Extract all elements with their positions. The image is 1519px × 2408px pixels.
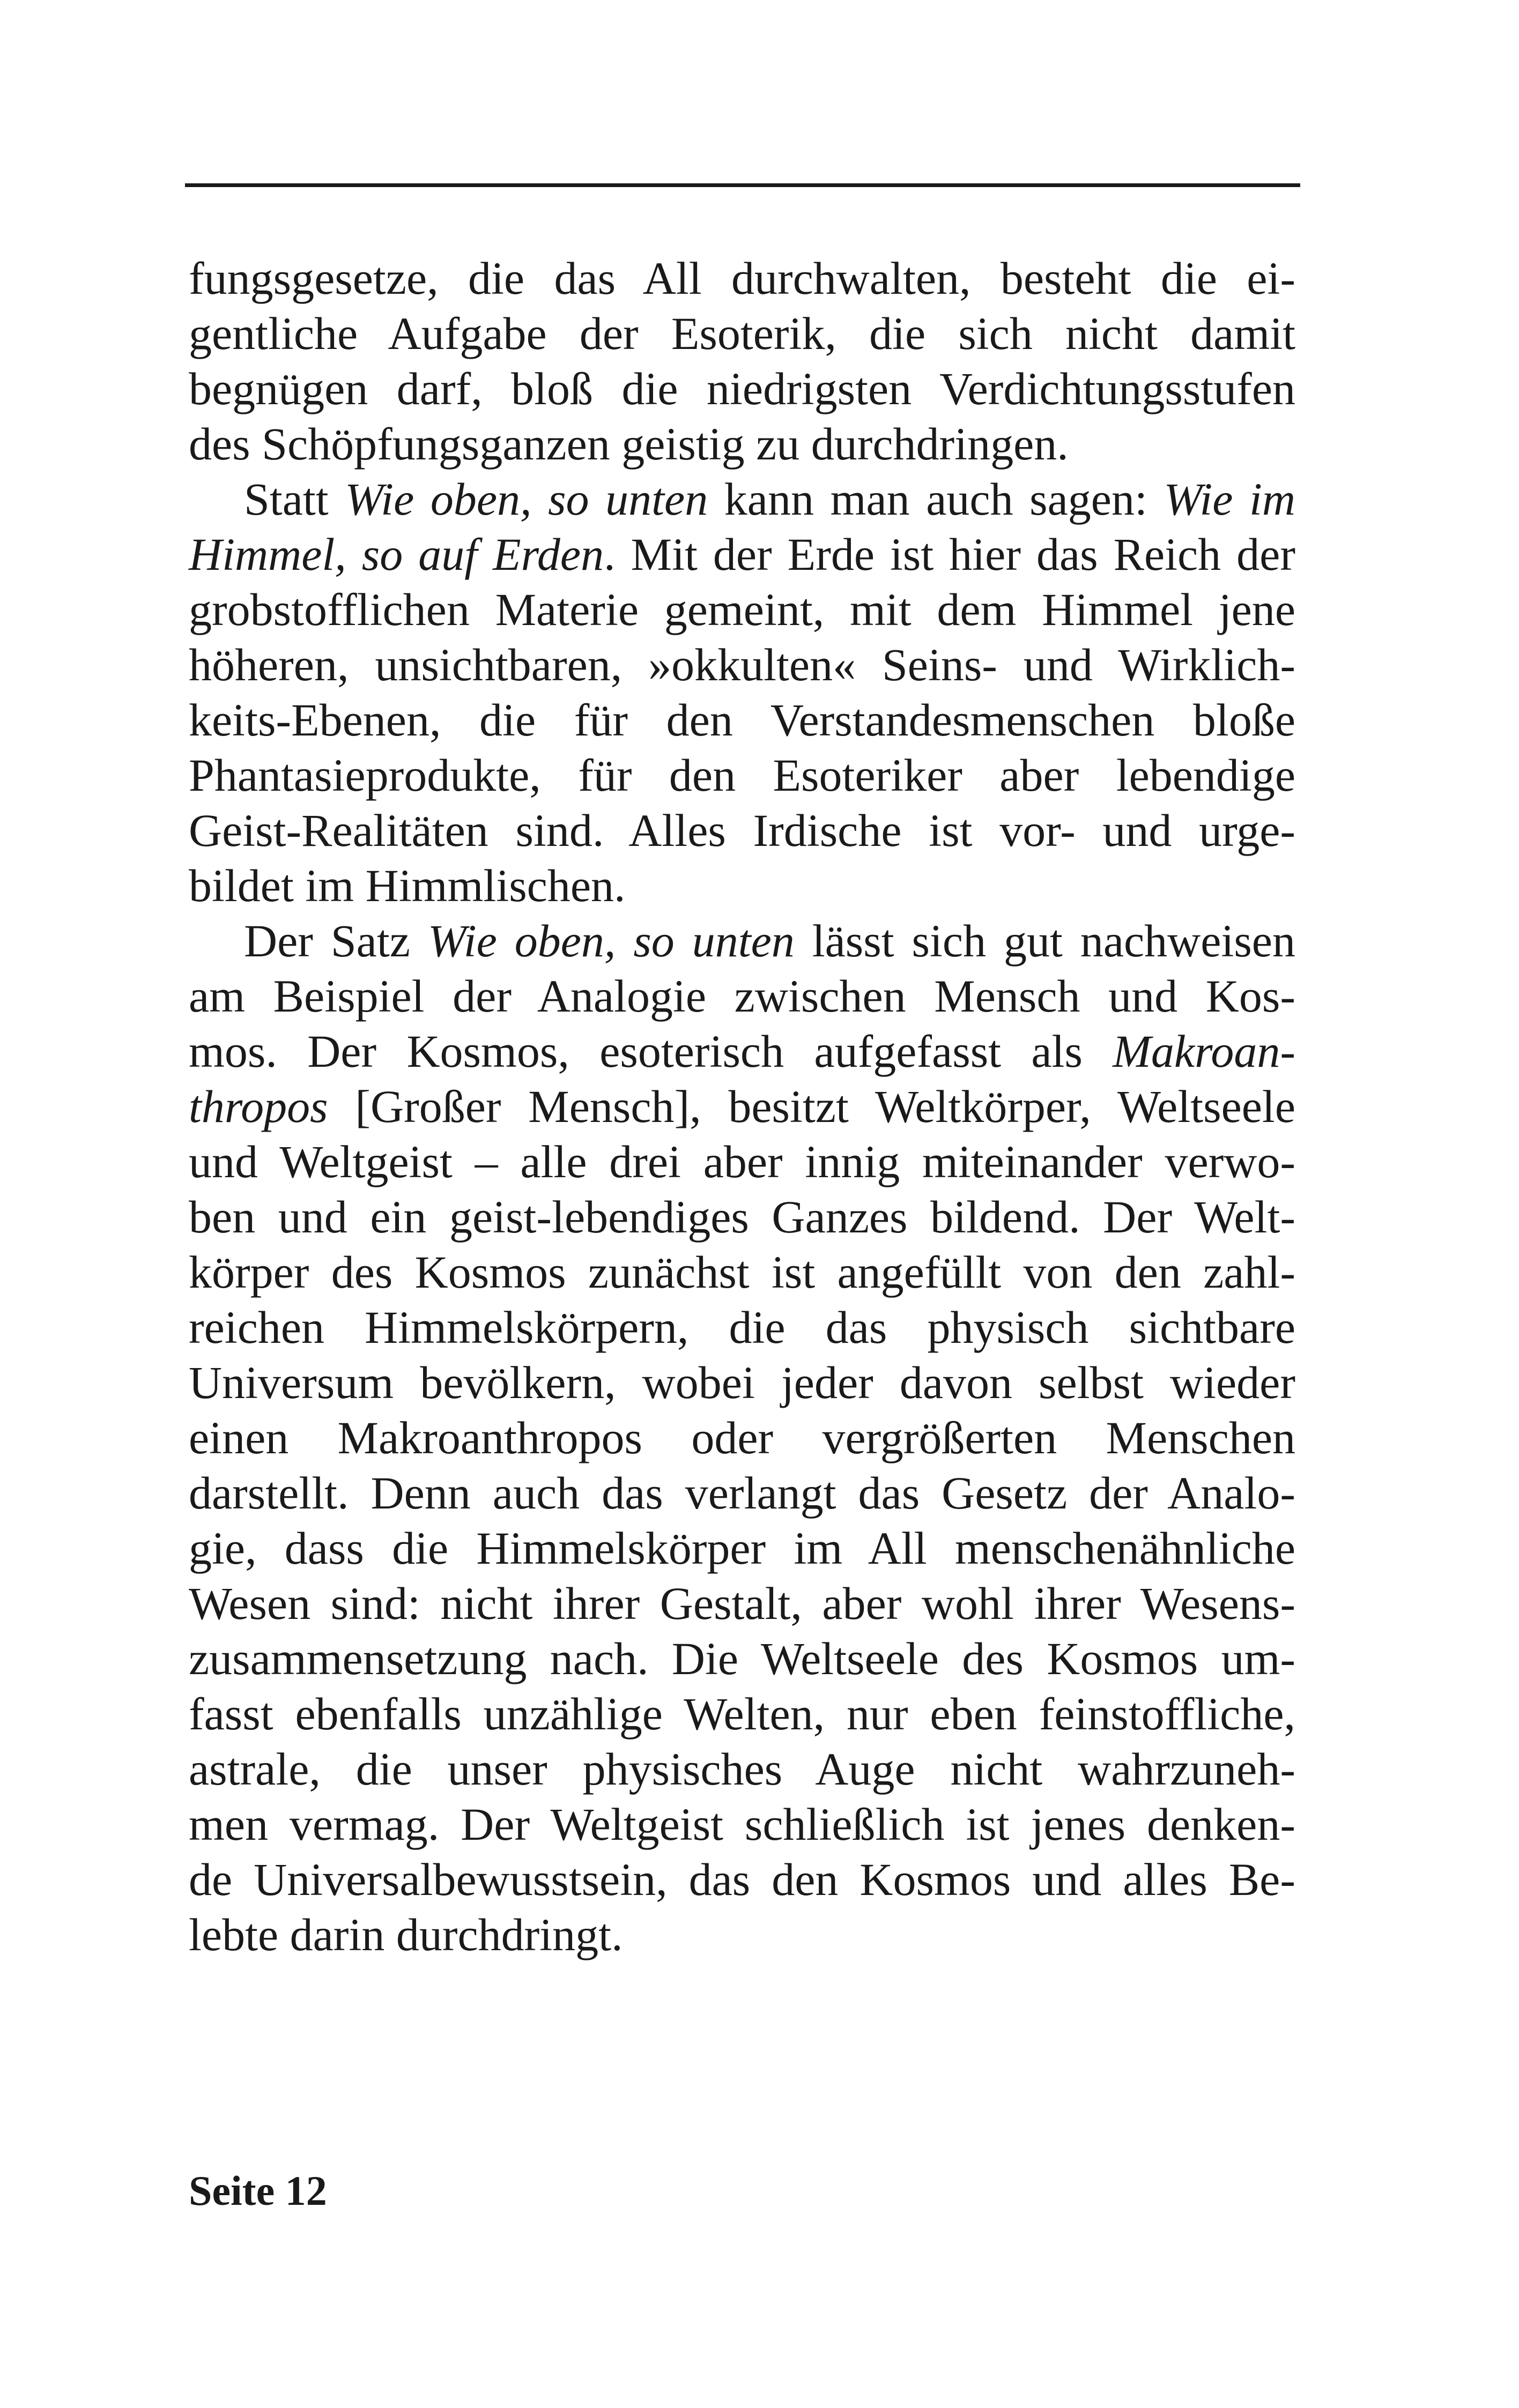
- text-segment: zusammensetzung nach. Die Weltseele des Kosmos um-: [189, 1633, 1295, 1684]
- text-segment: lässt sich gut nachweisen: [794, 915, 1295, 967]
- text-segment: Universum bevölkern, wobei jeder davon selbst wieder: [189, 1357, 1295, 1408]
- italic-phrase: Makroan-: [1113, 1025, 1295, 1077]
- text-line: [189, 582, 1295, 637]
- text-line: [189, 472, 1295, 527]
- text-line: [189, 1134, 1295, 1190]
- text-segment: grobstofflichen Materie gemeint, mit dem Himmel jene: [189, 584, 1295, 635]
- text-segment: einen Makroanthropos oder vergrößerten Menschen: [189, 1412, 1295, 1463]
- text-segment: de Universalbewusstsein, das den Kosmos und alles Be-: [189, 1854, 1295, 1905]
- text-segment: und Weltgeist – alle drei aber innig miteinander verwo-: [189, 1136, 1295, 1187]
- text-line: [189, 1631, 1295, 1686]
- text-line: [189, 1742, 1295, 1797]
- text-line: [189, 1466, 1295, 1521]
- body-text: [189, 251, 1295, 1963]
- text-line: [189, 306, 1295, 361]
- text-segment: Geist-Realitäten sind. Alles Irdische ist vor- und urge-: [189, 805, 1295, 856]
- text-segment: am Beispiel der Analogie zwischen Mensch und Kos-: [189, 970, 1295, 1022]
- text-line: [189, 361, 1295, 417]
- text-segment: Der Satz: [244, 915, 428, 967]
- text-segment: ben und ein geist-lebendiges Ganzes bildend. Der Welt-: [189, 1191, 1295, 1243]
- text-segment: Wesen sind: nicht ihrer Gestalt, aber wohl ihrer Wesens-: [189, 1578, 1295, 1629]
- text-segment: keits-Ebenen, die für den Verstandesmenschen bloße: [189, 694, 1295, 746]
- text-line: [189, 251, 1295, 306]
- text-line: [189, 1300, 1295, 1355]
- text-line: [189, 1079, 1295, 1134]
- text-segment: begnügen darf, bloß die niedrigsten Verdichtungsstufen: [189, 363, 1295, 414]
- text-segment: körper des Kosmos zunächst ist angefüllt von den zahl-: [189, 1246, 1295, 1298]
- text-segment: astrale, die unser physisches Auge nicht wahrzuneh-: [189, 1743, 1295, 1795]
- text-line: [189, 748, 1295, 803]
- text-segment: gie, dass die Himmelskörper im All menschenähnliche: [189, 1522, 1295, 1574]
- text-line: [189, 1521, 1295, 1576]
- text-line: [189, 527, 1295, 582]
- text-segment: des Schöpfungsganzen geistig zu durchdringen.: [189, 418, 1069, 470]
- text-segment: mos. Der Kosmos, esoterisch aufgefasst als: [189, 1025, 1113, 1077]
- italic-phrase: thropos: [189, 1081, 328, 1132]
- text-line: [189, 1410, 1295, 1466]
- text-line: [189, 417, 1295, 472]
- text-segment: lebte darin durchdringt.: [189, 1909, 623, 1960]
- text-segment: Phantasieprodukte, für den Esoteriker aber lebendige: [189, 749, 1295, 801]
- text-line: [189, 637, 1295, 693]
- text-segment: fasst ebenfalls unzählige Welten, nur eben feinstoffliche,: [189, 1688, 1295, 1740]
- text-segment: höheren, unsichtbaren, »okkulten« Seins- und Wirklich-: [189, 639, 1295, 690]
- text-line: [189, 693, 1295, 748]
- text-line: [189, 969, 1295, 1024]
- text-line: [189, 858, 1295, 913]
- text-segment: . Mit der Erde ist hier das Reich der: [604, 529, 1295, 580]
- text-line: [189, 913, 1295, 969]
- text-line: [189, 1190, 1295, 1245]
- header-rule: [185, 183, 1300, 187]
- italic-phrase: Wie oben, so unten: [345, 473, 708, 525]
- text-line: [189, 1686, 1295, 1742]
- text-segment: Statt: [244, 473, 345, 525]
- text-segment: gentliche Aufgabe der Esoterik, die sich nicht damit: [189, 308, 1295, 359]
- text-segment: fungsgesetze, die das All durchwalten, besteht die ei-: [189, 252, 1295, 304]
- italic-phrase: Wie im: [1164, 473, 1296, 525]
- italic-phrase: Himmel, so auf Erden: [189, 529, 604, 580]
- text-line: [189, 1355, 1295, 1410]
- text-line: [189, 1852, 1295, 1907]
- text-line: [189, 803, 1295, 858]
- text-segment: men vermag. Der Weltgeist schließlich ist jenes denken-: [189, 1798, 1295, 1850]
- italic-phrase: Wie oben, so unten: [427, 915, 795, 967]
- text-segment: [Großer Mensch], besitzt Weltkörper, Weltseele: [328, 1081, 1295, 1132]
- text-line: [189, 1576, 1295, 1631]
- text-segment: kann man auch sagen:: [708, 473, 1164, 525]
- text-segment: darstellt. Denn auch das verlangt das Gesetz der Analo-: [189, 1467, 1295, 1519]
- text-line: [189, 1907, 1295, 1963]
- text-line: [189, 1797, 1295, 1852]
- text-line: [189, 1245, 1295, 1300]
- text-segment: reichen Himmelskörpern, die das physisch sichtbare: [189, 1302, 1295, 1353]
- text-segment: bildet im Himmlischen.: [189, 860, 626, 911]
- page-number: Seite 12: [189, 2167, 327, 2214]
- text-line: [189, 1024, 1295, 1079]
